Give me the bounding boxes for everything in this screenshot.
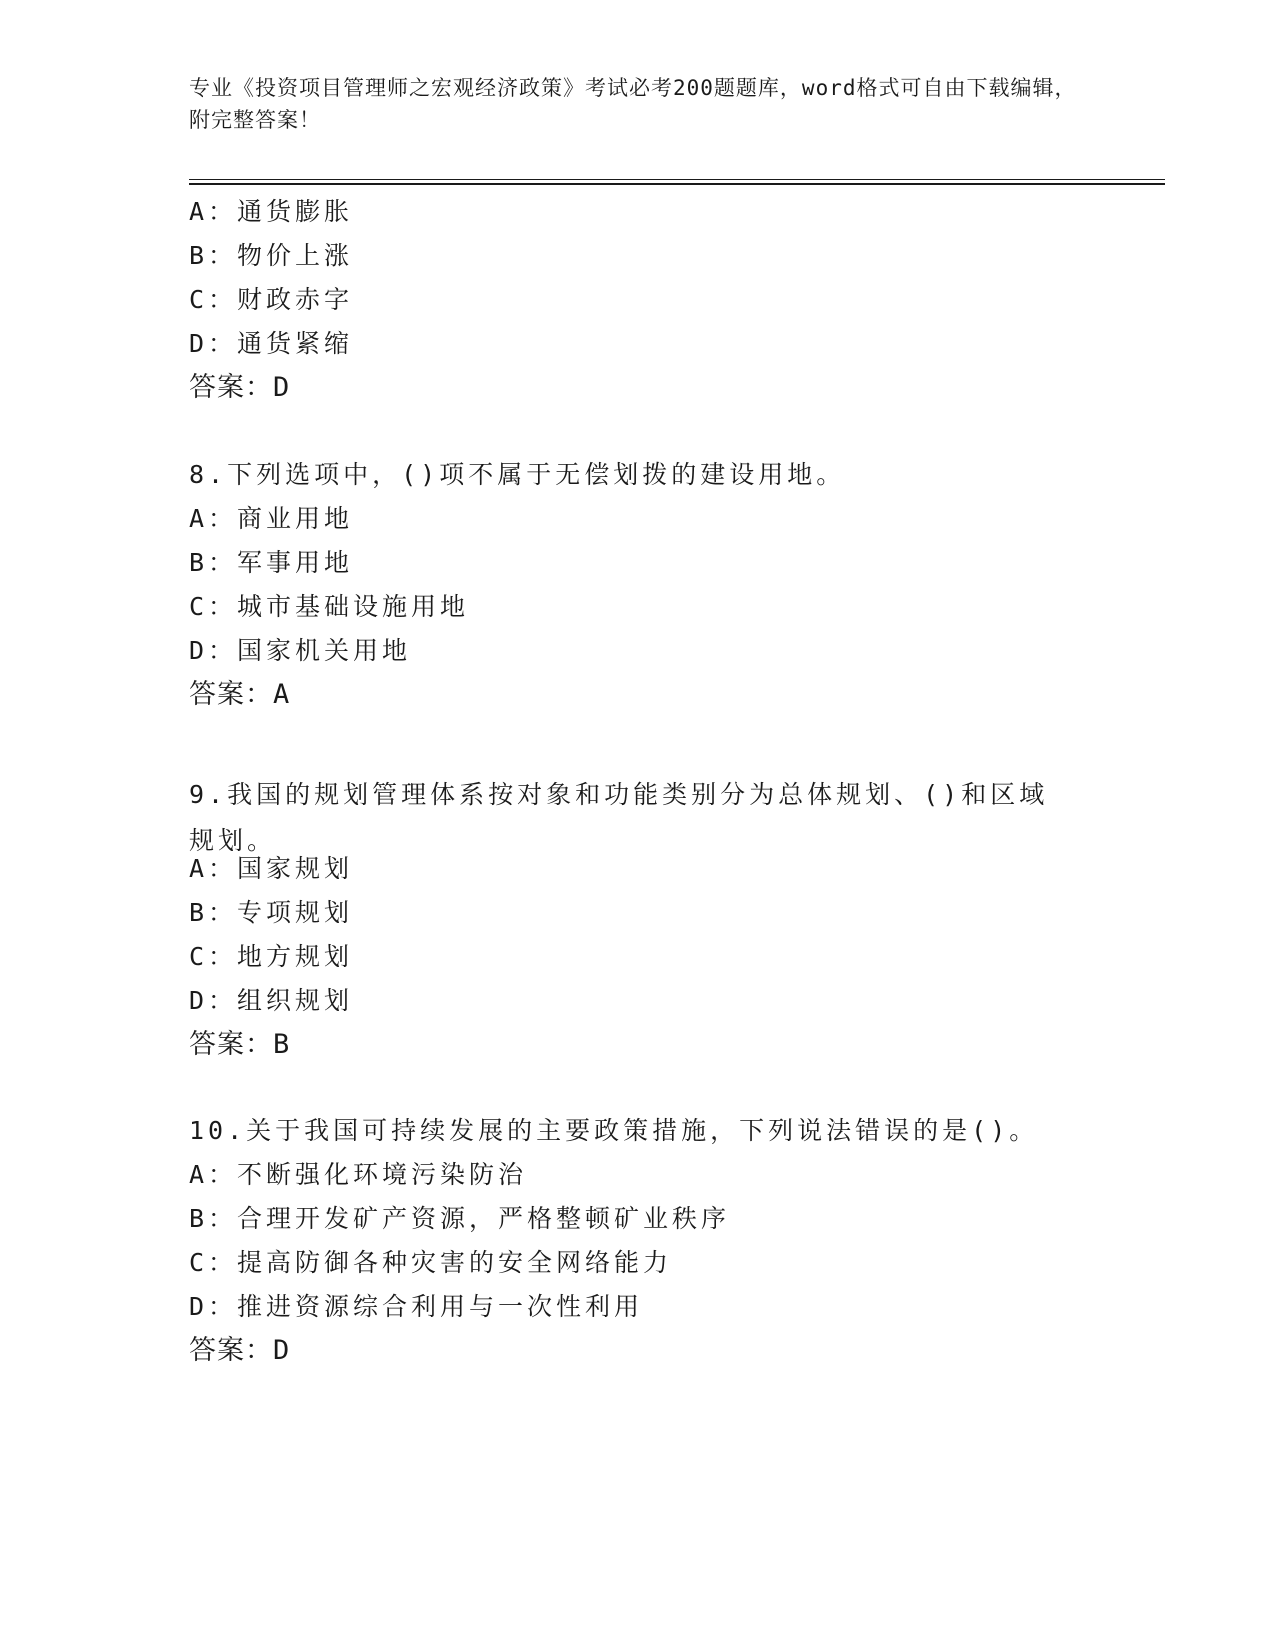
q10-question: 10.关于我国可持续发展的主要政策措施，下列说法错误的是()。 — [189, 1116, 1039, 1145]
document-header: 专业《投资项目管理师之宏观经济政策》考试必考200题题库，word格式可自由下载编辑，附完整答案！ — [189, 76, 1077, 132]
q7-option-c: C：财政赤字 — [189, 285, 354, 314]
q10-option-a: A：不断强化环境污染防治 — [189, 1160, 528, 1189]
q8-option-a: A：商业用地 — [189, 504, 354, 533]
q9-answer: 答案：B — [189, 1029, 291, 1060]
q9-option-b: B：专项规划 — [189, 898, 354, 927]
q7-option-d: D：通货紧缩 — [189, 329, 354, 358]
q8-answer: 答案：A — [189, 679, 291, 710]
q9-option-a: A：国家规划 — [189, 854, 354, 883]
q7-option-b: B：物价上涨 — [189, 241, 354, 270]
q9-option-d: D：组织规划 — [189, 986, 354, 1015]
q8-question: 8.下列选项中，()项不属于无偿划拨的建设用地。 — [189, 460, 846, 489]
q8-option-b: B：军事用地 — [189, 548, 354, 577]
q10-option-b: B：合理开发矿产资源，严格整顿矿业秩序 — [189, 1204, 731, 1233]
q10-answer: 答案：D — [189, 1335, 291, 1366]
q8-option-c: C：城市基础设施用地 — [189, 592, 470, 621]
header-divider — [189, 179, 1165, 185]
q10-option-d: D：推进资源综合利用与一次性利用 — [189, 1292, 644, 1321]
q8-option-d: D：国家机关用地 — [189, 636, 412, 665]
q9-question: 9.我国的规划管理体系按对象和功能类别分为总体规划、()和区域规划。 — [189, 780, 1049, 855]
q7-option-a: A：通货膨胀 — [189, 197, 354, 226]
q7-answer: 答案：D — [189, 372, 291, 403]
q10-option-c: C：提高防御各种灾害的安全网络能力 — [189, 1248, 673, 1277]
q9-option-c: C：地方规划 — [189, 942, 354, 971]
